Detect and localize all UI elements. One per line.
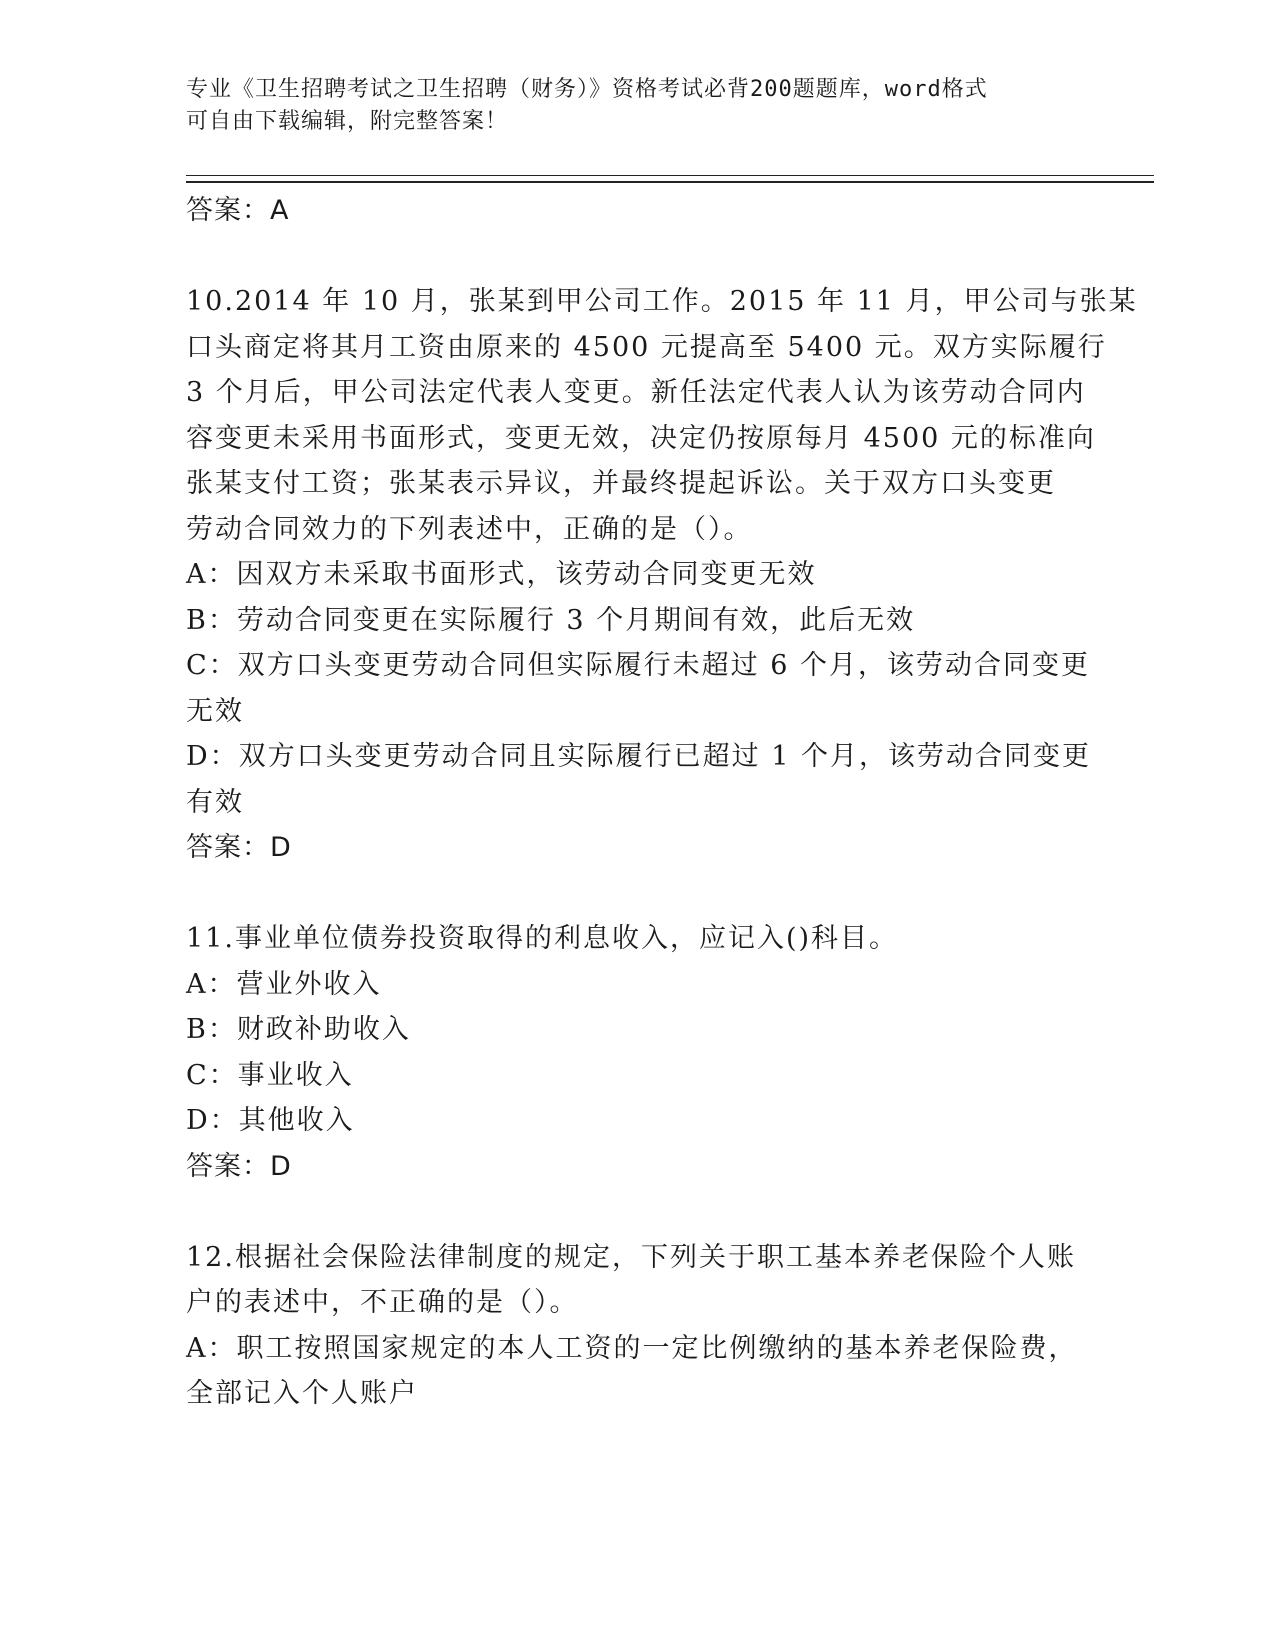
option-a: A：营业外收入 [186,968,382,1000]
option-c-continued: 无效 [186,695,244,727]
option-c: C：事业收入 [186,1059,354,1091]
option-d-continued: 有效 [186,786,244,818]
header-line-1: 专业《卫生招聘考试之卫生招聘（财务）》资格考试必背200题题库，word格式 [186,77,988,102]
answer: 答案：D [186,1150,292,1182]
previous-answer: 答案：A [186,195,290,226]
question-text-line: 张某支付工资；张某表示异议，并最终提起诉讼。关于双方口头变更 [186,468,1056,499]
question-11 [186,916,1106,1189]
question-12 [186,1235,1106,1417]
question-text-line: 劳动合同效力的下列表述中，正确的是（）。 [186,513,753,545]
question-text-line: 户的表述中，不正确的是（）。 [186,1287,579,1318]
option-a-continued: 全部记入个人账户 [186,1378,418,1409]
option-d: D：双方口头变更劳动合同且实际履行已超过 1 个月，该劳动合同变更 [186,741,1091,772]
question-text-line: 10.2014 年 10 月，张某到甲公司工作。2015 年 11 月，甲公司与张某 [186,286,1138,317]
header-divider-bottom [186,181,1154,183]
question-text-line: 3 个月后，甲公司法定代表人变更。新任法定代表人认为该劳动合同内 [186,377,1086,408]
option-d: D：其他收入 [186,1105,355,1136]
option-b: B：财政补助收入 [186,1014,411,1045]
option-c: C：双方口头变更劳动合同但实际履行未超过 6 个月，该劳动合同变更 [186,650,1091,681]
document-header [186,74,1086,138]
document-body [186,188,1138,1417]
option-b: B：劳动合同变更在实际履行 3 个月期间有效，此后无效 [186,604,916,636]
option-a: A：职工按照国家规定的本人工资的一定比例缴纳的基本养老保险费， [186,1332,1078,1364]
question-10 [186,279,1138,871]
header-line-2: 可自由下载编辑，附完整答案！ [186,109,509,134]
question-text-line: 12.根据社会保险法律制度的规定，下列关于职工基本养老保险个人账 [186,1241,1076,1273]
question-text-line: 容变更未采用书面形式，变更无效，决定仍按原每月 4500 元的标准向 [186,422,1096,454]
question-text-line: 11.事业单位债券投资取得的利息收入，应记入()科目。 [186,923,899,954]
option-a: A：因双方未采取书面形式，该劳动合同变更无效 [186,559,817,590]
question-text-line: 口头商定将其月工资由原来的 4500 元提高至 5400 元。双方实际履行 [186,331,1107,363]
answer: 答案：D [186,832,292,863]
header-divider-top [186,175,1154,176]
